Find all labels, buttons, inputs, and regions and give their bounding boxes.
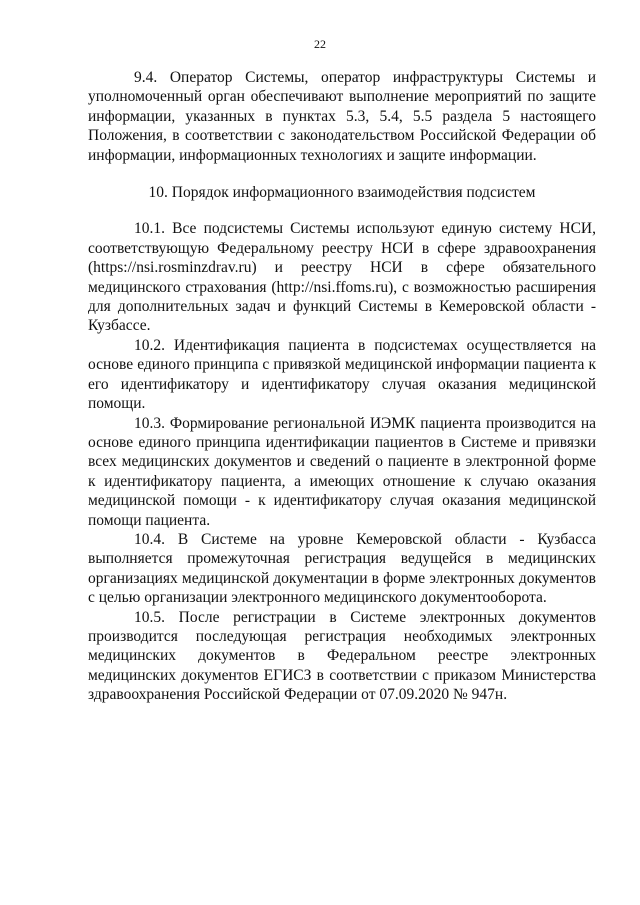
page-number: 22 [314, 37, 326, 51]
section-heading: 10. Порядок информационного взаимодействия подсистем [148, 184, 536, 202]
paragraph-10-5: 10.5. После регистрации в Системе электронных документов производится последующая регистрация необходимых электронных медицинских документов в Федеральном реестре электронных медицинских документов ЕГИСЗ в соответствии с приказом Министерства здравоохранения Российской Федерации от 07.09.2020 № 947н. [88, 608, 596, 704]
page-content [88, 68, 596, 705]
paragraph-10-4: 10.4. В Системе на уровне Кемеровской области - Кузбасса выполняется промежуточная регистрация ведущейся в медицинских организациях медицинской документации в форме электронных документов с целью организации электронного медицинского документооборота. [88, 530, 596, 607]
paragraph-10-2: 10.2. Идентификация пациента в подсистемах осуществляется на основе единого принципа с привязкой медицинской информации пациента к его идентификатору и идентификатору случая оказания медицинской помощи. [88, 336, 596, 413]
paragraph-10-3: 10.3. Формирование региональной ИЭМК пациента производится на основе единого принципа идентификации пациентов в Системе и привязки всех медицинских документов и сведений о пациенте в электронной форме к идентификатору пациента, а имеющих отношение к случаю оказания медицинской помощи - к идентификатору случая оказания медицинской помощи пациента. [88, 414, 596, 529]
paragraph-10-1: 10.1. Все подсистемы Системы используют единую систему НСИ, соответствующую Федеральному реестру НСИ в сфере здравоохранения (https://nsi.rosminzdrav.ru) и реестру НСИ в сфере обязательного медицинского страхования (http://nsi.ffoms.ru), с возможностью расширения для дополнительных задач и функций Системы в Кемеровской области - Кузбассе. [88, 220, 596, 335]
paragraph-9-4: 9.4. Оператор Системы, оператор инфраструктуры Системы и уполномоченный орган обеспечивают выполнение мероприятий по защите информации, указанных в пунктах 5.3, 5.4, 5.5 раздела 5 настоящего Положения, в соответствии с законодательством Российской Федерации об информации, информационных технологиях и защите информации. [88, 69, 596, 164]
